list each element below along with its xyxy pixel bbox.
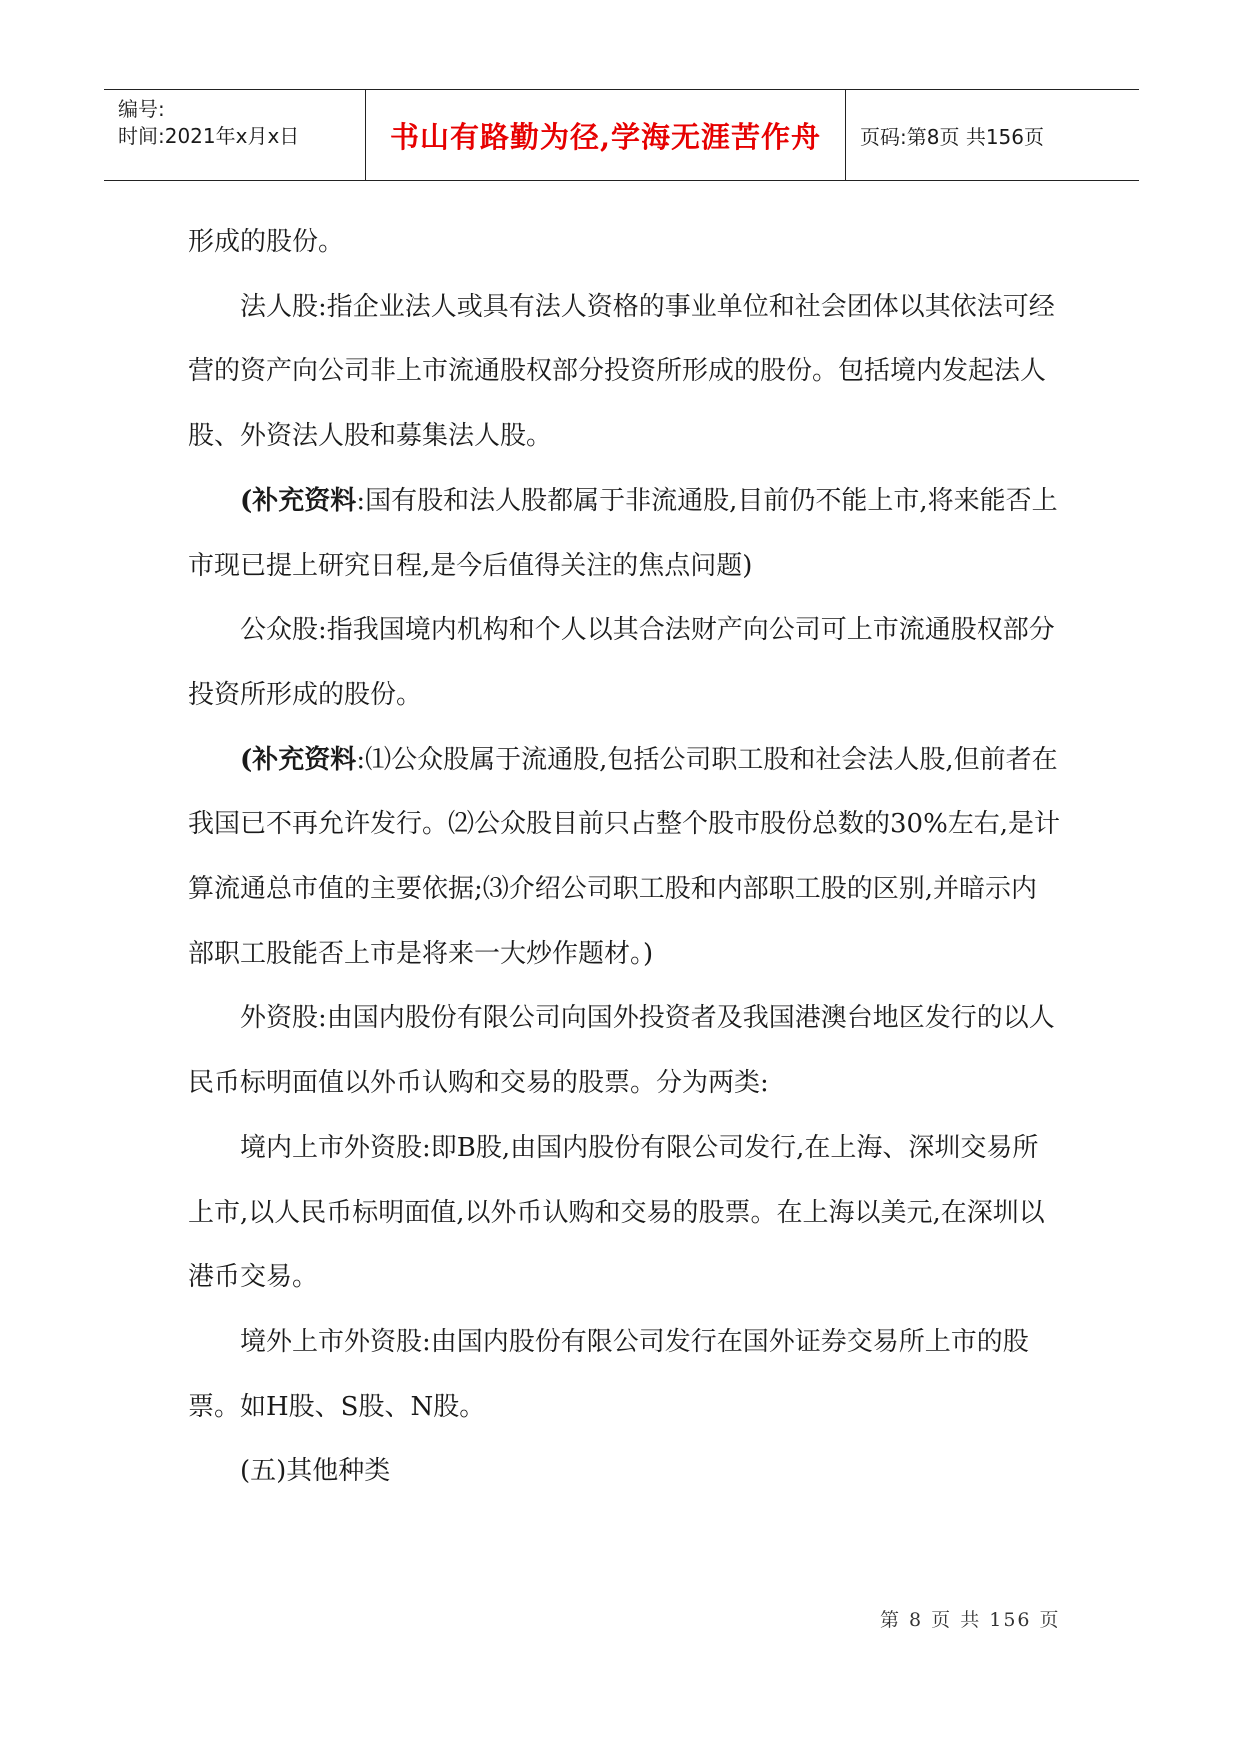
supplement-note-heading: (补充资料 bbox=[240, 485, 357, 516]
document-number-label: 编号: bbox=[118, 97, 165, 121]
header-motto-cell bbox=[366, 90, 846, 180]
header-motto: 书山有路勤为径,学海无涯苦作舟 bbox=[389, 119, 822, 154]
page-footer: 第 8 页 共 156 页 bbox=[880, 1609, 1061, 1631]
document-time-label: 时间:2021年x月x日 bbox=[118, 124, 300, 148]
supplement-note-text: :⑴公众股属于流通股,包括公司职工股和社会法人股,但前者在我国已不再允许发行。⑵公众股目前只占整个股市股份总数的30%左右,是计算流通总市值的主要依据;⑶介绍公司职工股和内部职工股的区别,并暗示内部职工股能否上市是将来一大炒作题材。) bbox=[188, 744, 1061, 969]
supplement-note-heading: (补充资料 bbox=[240, 744, 357, 775]
supplement-note bbox=[188, 728, 1063, 987]
header-meta bbox=[104, 90, 366, 180]
header-page-code: 页码:第8页 共156页 bbox=[860, 124, 1044, 149]
supplement-note-text: :国有股和法人股都属于非流通股,目前仍不能上市,将来能否上市现已提上研究日程,是今后值得关注的焦点问题) bbox=[188, 485, 1058, 581]
paragraph: 境内上市外资股:即B股,由国内股份有限公司发行,在上海、深圳交易所上市,以人民币标明面值,以外币认购和交易的股票。在上海以美元,在深圳以港币交易。 bbox=[188, 1132, 1045, 1293]
paragraph: 境外上市外资股:由国内股份有限公司发行在国外证券交易所上市的股票。如H股、S股、N股。 bbox=[188, 1326, 1029, 1422]
section-heading: (五)其他种类 bbox=[240, 1456, 391, 1487]
paragraph: 公众股:指我国境内机构和个人以其合法财产向公司可上市流通股权部分投资所形成的股份。 bbox=[188, 615, 1055, 710]
document-body bbox=[188, 210, 1063, 1504]
page-header bbox=[104, 89, 1139, 181]
supplement-note bbox=[188, 469, 1063, 598]
paragraph: 形成的股份。 bbox=[188, 227, 345, 257]
paragraph: 外资股:由国内股份有限公司向国外投资者及我国港澳台地区发行的以人民币标明面值以外币认购和交易的股票。分为两类: bbox=[188, 1003, 1055, 1099]
paragraph: 法人股:指企业法人或具有法人资格的事业单位和社会团体以其依法可经营的资产向公司非上市流通股权部分投资所形成的股份。包括境内发起法人股、外资法人股和募集法人股。 bbox=[188, 291, 1055, 452]
